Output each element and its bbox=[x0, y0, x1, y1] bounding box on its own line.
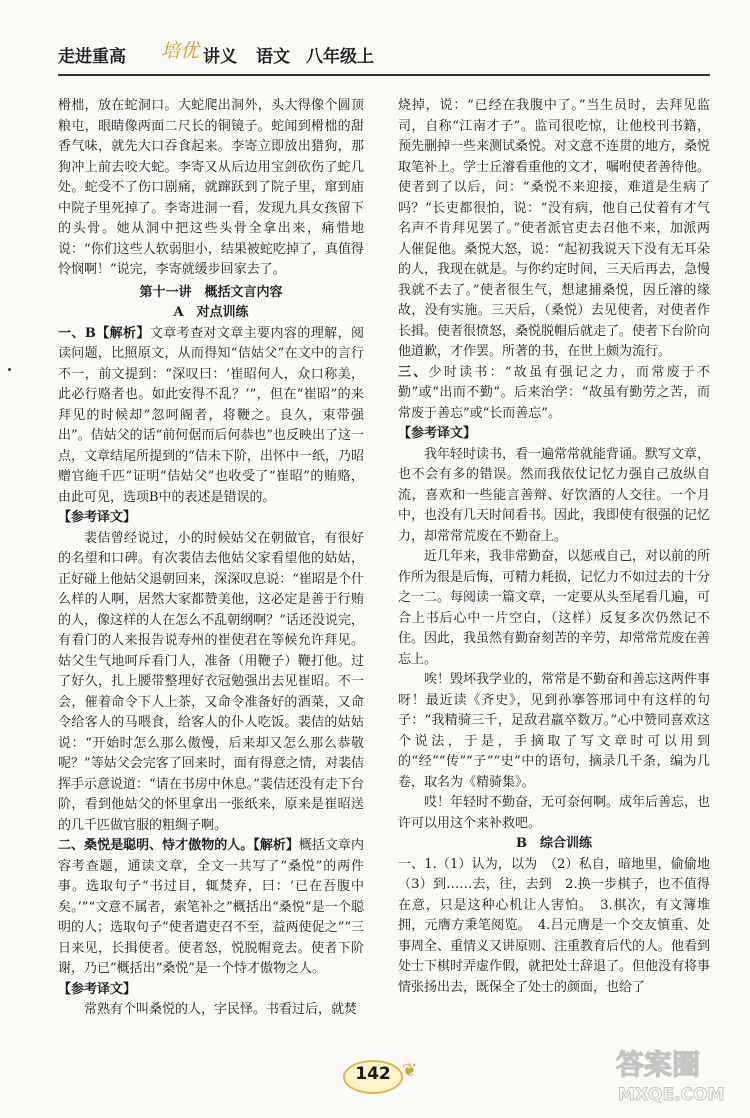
answer-2-analysis: 概括文章内容考查题，通读文章，全文一共写了“桑悦”的两件事。选取句子“书过目，辄焚弃，曰：‘已在吾腹中矣。’”“文意不属者，索笔补之”概括出“桑悦”是一个聪明的人；选取句子“使者遣吏召不至，益两使促之”“三日来见，长揖使者。使者怒，悦脱帽竟去。使者下阶谢，乃已”概括出“桑悦”是一个恃才傲物之人。 bbox=[58, 838, 364, 976]
lecture-title: 第十一讲 概括文言内容 bbox=[139, 284, 283, 300]
book-type: 讲义 bbox=[203, 47, 237, 67]
margin-mark bbox=[8, 368, 11, 371]
header-divider bbox=[58, 74, 710, 76]
watermark-line2: MXQE.COM bbox=[618, 1085, 725, 1105]
site-watermark bbox=[612, 1040, 738, 1110]
page-number: 142 bbox=[355, 1064, 391, 1084]
answer-1-label: 一、B【解析】 bbox=[58, 325, 150, 341]
translation-label: 【参考译文】 bbox=[398, 426, 477, 441]
translation-paragraph: 我年轻时读书，看一遍常常就能背诵。默写文章，也不会有多的错误。然而我依仗记忆力强自己放纵自流，喜欢和一些能言善辩、好饮酒的人交往。一个月中，也没有几天时间看书。因此，我即使有很强的记忆力，却常常荒废在不勤奋上。 bbox=[398, 446, 711, 544]
answer-1-text: 文章考查对文章主要内容的理解，阅读问题，比照原文，从而得知“佶姑父”在文中的言行不一，前文提到：“深叹曰：‘崔昭何人，众口称美，此必行赂者也。如此安得不乱？’”，但在“崔昭”的来拜见的时候却“忽呵阍者，将鞭之。良久，束带强出”。佶姑父的话“前何倨而后何恭也”也反映出了这一点，文章结尾所提到的“佶未下阶，出怀中一纸，乃昭赠官絁千匹”证明“佶姑父”也收受了“崔昭”的贿赂，由此可见，选项B中的表述是错误的。 bbox=[58, 325, 364, 505]
answer-1 bbox=[58, 324, 364, 509]
answer-2 bbox=[58, 836, 364, 980]
translation-label: 【参考译文】 bbox=[58, 981, 137, 997]
translation-text: 裴佶曾经说过，小的时候姑父在朝做官，有很好的名望和口碑。有次裴佶去他姑父家看望他的姑姑，正好碰上他姑父退朝回来，深深叹息说：“崔昭是个什么样的人啊，居然大家都赞美他，这必定是善于行贿的人，像这样的人在怎么不乱朝纲啊？”话还没说完，有看门的人来报告说寿州的崔使君在等候允许拜见。姑父生气地呵斥看门人，准备（用鞭子）鞭打他。过了好久，扎上腰带整理好衣冠勉强出去见崔昭。不一会，催着命令下人上茶，又命令准备好的酒菜，又命令给客人的马喂食，给客人的仆人吃饭。裴佶的姑姑说：“开始时怎么那么傲慢，后来却又怎么那么恭敬呢？”等姑父会完客了回来时，面有得意之情，对裴佶挥手示意说道：“请在书房中休息。”裴佶还没有走下台阶，看到他姑父的怀里拿出一张纸来，原来是崔昭送的几千匹做官服的粗绸子啊。 bbox=[58, 530, 364, 833]
translation-label: 【参考译文】 bbox=[58, 510, 137, 525]
translation-paragraph: 哎！年轻时不勤奋，无可奈何啊。成年后善忘，也许可以用这个来补救吧。 bbox=[398, 795, 711, 831]
translation-paragraph: 唉！毁坏我学业的，常常是不勤奋和善忘这两件事呀！最近读《齐史》，见到孙搴答邢词中有这样的句子：“我精骑三千，足敌君羸卒数万。”心中赞同喜欢这个说法，于是，手摘取了写文章时可以用到的“经”“传”“子”“史”中的语句，摘录几千条，编为几卷，取名为《精骑集》。 bbox=[398, 672, 711, 790]
answer-2-label: 二、 bbox=[58, 838, 85, 853]
translation-text: 常熟有个叫桑悦的人，字民怿。书看过后，就焚 bbox=[84, 1002, 358, 1017]
section-b-title: B 综合训练 bbox=[516, 836, 592, 851]
subject-label: 语文 bbox=[256, 47, 290, 67]
translation-paragraph: 近几年来，我非常勤奋，以惩戒自己，对以前的所作所为很是后悔，可精力耗损，记忆力不如过去的十分之一二。每阅读一篇文章，一定要从头至尾看几遍，可合上书后心中一片空白，（这样）反复多次仍然记不住。因此，我虽然有勤奋刻苦的辛劳，却常常荒废在善忘上。 bbox=[398, 549, 711, 667]
left-column bbox=[58, 96, 364, 1017]
answer-3 bbox=[398, 363, 710, 425]
watermark-line1: 答案圈 bbox=[616, 1048, 701, 1081]
brand-logo: 培优 bbox=[161, 40, 200, 62]
leaf-ornament-icon: ❦ bbox=[402, 1060, 418, 1081]
section-a-title: A 对点训练 bbox=[173, 305, 249, 320]
grade-label: 八年级上 bbox=[306, 47, 374, 67]
running-header bbox=[58, 38, 710, 68]
answer-3-text: 少时读书：“故虽有强记之力，而常废于不勤”或“出而不勤”。后来治学：“故虽有勤劳之苦，而常废于善忘”或“长而善忘”。 bbox=[398, 364, 710, 421]
series-title: 走进重高 bbox=[58, 47, 126, 67]
answer-2-text: 桑悦是聪明、恃才傲物的人。 bbox=[84, 838, 254, 853]
answer-3-label: 三、 bbox=[398, 364, 429, 380]
story-paragraph: 榾柮，放在蛇洞口。大蛇爬出洞外，头大得像个圆顶粮屯，眼睛像两面二尺长的铜镜子。蛇闻到榾柮的甜香气味，就先大口吞食起来。李寄立即放出猎狗，那狗冲上前去咬大蛇。李寄又从后边用宝剑砍伤了蛇几处。蛇受不了伤口剧痛，就蹿跃到了院子里，窜到庙中院子里死掉了。李寄进洞一看，发现九具女孩留下的头骨。她从洞中把这些头骨全拿出来，痛惜地说：“你们这些人软弱胆小，结果被蛇吃掉了，真值得怜悯啊！”说完，李寄就缓步回家去了。 bbox=[58, 98, 364, 277]
answer-2-analysis-label: 【解析】 bbox=[253, 838, 299, 853]
translation-continued: 烧掉，说：“已经在我腹中了。”当生员时，去拜见监司，自称“江南才子”。监司很吃惊，让他校刊书籍，预先删掉一些来测试桑悦。对文意不连贯的地方，桑悦取笔补上。学士丘濬看重他的文才，嘱咐使者善待他。使者到了以后，问：“桑悦不来迎接，难道是生病了吗？”长吏都很怕，说：“没有病，他自己仗着有才气名声不肯拜见罢了。”使者派官吏去召他不来，加派两人催促他。桑悦大怒，说：“起初我说天下没有无耳朵的人，我现在就是。与你约定时间，三天后再去，急慢我就不去了。”使者很生气，想逮捕桑悦，因丘濬的缘故，没有实施。三天后，（桑悦）去见使者，对使者作长揖。使者很愤怒，桑悦脱帽后就走了。使者下台阶向他道歉，才作罢。所著的书，在世上颇为流行。 bbox=[398, 98, 711, 359]
comprehensive-answers: 一、1.（1）认为，以为 （2）私自，暗地里，偷偷地（3）到……去，往，去到 2.换一步棋子，也不值得在意，只是这种心机让人害怕。 3.棋次，有文簿堆拥，元膺方秉笔阅览。 4.吕元膺是一个交友慎重、处事周全、重情义又讲原则、注重教育后代的人。他看到处士下棋时弄虚作假，就把处士辞退了。但他没有将事情张扬出去，既保全了处士的颜面，也给了 bbox=[398, 856, 711, 995]
right-column bbox=[398, 96, 711, 995]
